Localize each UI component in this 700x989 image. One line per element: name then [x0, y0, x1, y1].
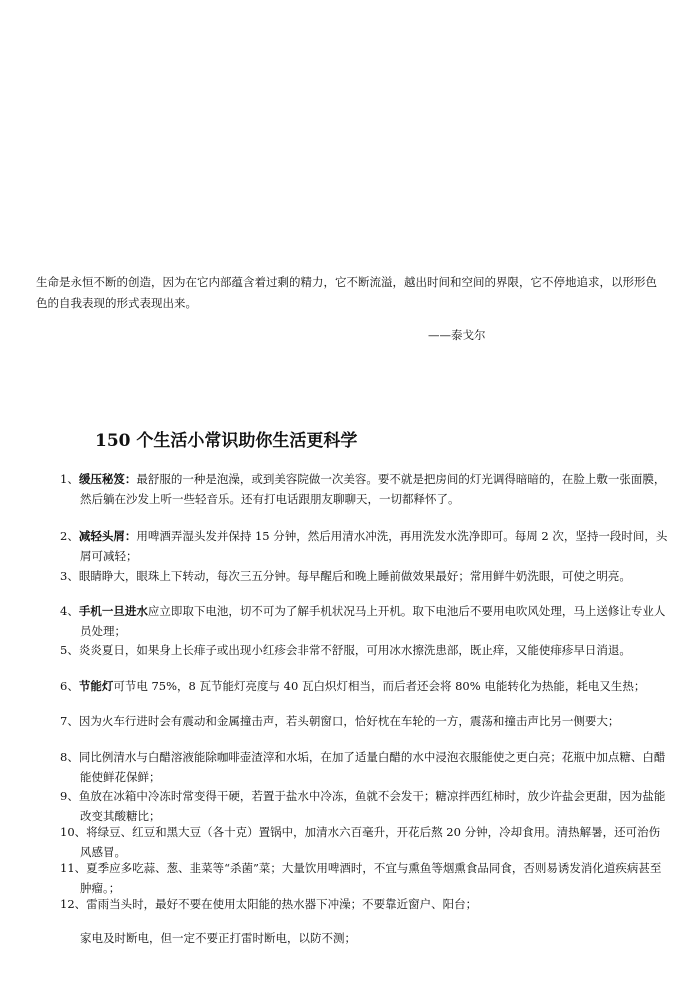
item-text: 夏季应多吃蒜、葱、韭菜等“杀菌”菜；大量饮用啤酒时，不宜与熏鱼等烟熏食品同食，否则易诱发消化道疾病甚至肿瘤。；: [80, 861, 662, 895]
article-title: 150 个生活小常识助你生活更科学: [95, 431, 358, 451]
list-item-10: [60, 822, 670, 862]
item-number: 8、: [60, 750, 79, 764]
list-item-4: [60, 601, 670, 641]
item-number: 2、: [60, 529, 79, 543]
item-keyword: 节能灯: [78, 679, 114, 693]
list-item-5: [60, 640, 670, 660]
list-item-11: [60, 858, 670, 898]
item-number: 5、: [60, 643, 79, 657]
item-number: 12、: [60, 897, 87, 911]
list-item-3: [60, 566, 670, 586]
item-number: 10、: [60, 825, 87, 839]
list-item-7: [60, 711, 670, 731]
item-text: 用啤酒弄湿头发并保持 15 分钟，然后用清水冲洗，再用洗发水洗净即可。每周 2 次，坚持一段时间，头屑可减轻；: [80, 529, 668, 563]
item-number: 1、: [60, 472, 79, 486]
item-text: 可节电 75%，8 瓦节能灯亮度与 40 瓦白炽灯相当，而后者还会将 80% 电能转化为热能，耗电又生热；: [113, 679, 646, 693]
item-text: 将绿豆、红豆和黑大豆（各十克）置锅中，加清水六百毫升，开花后熬 20 分钟，冷却食用。清热解暑，还可治伤风感冒。: [80, 825, 661, 859]
item-number: 4、: [60, 604, 79, 618]
item-keyword: 缓压秘笈：: [78, 472, 137, 486]
item-keyword: 减轻头屑：: [78, 529, 137, 543]
list-item-12: [60, 894, 670, 914]
item-text: 因为火车行进时会有震动和金属撞击声，若头朝窗口，恰好枕在车轮的一方，震荡和撞击声比另一侧要大；: [78, 714, 620, 728]
list-item-1: [60, 469, 670, 509]
item-number: 11、: [60, 861, 87, 875]
item-text: 同比例清水与白醋溶液能除咖啡壶渣滓和水垢，在加了适量白醋的水中浸泡衣服能使之更白亮；花瓶中加点糖、白醋能使鲜花保鲜；: [78, 750, 666, 784]
item-number: 7、: [60, 714, 79, 728]
item-text: 应立即取下电池，切不可为了解手机状况马上开机。取下电池后不要用电吹风处理，马上送修让专业人员处理；: [80, 604, 666, 638]
quote-attribution: ——泰戈尔: [428, 328, 486, 342]
item-number: 6、: [60, 679, 79, 693]
list-item-2: [60, 526, 670, 566]
list-item-9: [60, 786, 670, 826]
item-keyword: 手机一旦进水: [78, 604, 148, 618]
item-text: 眼睛睁大，眼珠上下转动，每次三五分钟。每早醒后和晚上睡前做效果最好；常用鲜牛奶洗眼，可使之明亮。: [78, 569, 631, 583]
closing-line: 家电及时断电，但一定不要正打雷时断电，以防不测；: [80, 931, 356, 945]
item-number: 9、: [60, 789, 79, 803]
quote-text: 生命是永恒不断的创造，因为在它内部蕴含着过剩的精力，它不断流溢，越出时间和空间的界限，它不停地追求，以形形色色的自我表现的形式表现出来。: [36, 275, 657, 310]
list-item-8: [60, 747, 670, 787]
item-text: 雷雨当头时，最好不要在使用太阳能的热水器下冲澡；不要靠近窗户、阳台；: [86, 897, 478, 911]
list-item-6: [60, 676, 670, 696]
item-number: 3、: [60, 569, 79, 583]
item-text: 鱼放在冰箱中冷冻时常变得干硬，若置于盐水中冷冻，鱼就不会发干；糖凉拌西红柿时，放少许盐会更甜，因为盐能改变其酸糖比；: [78, 789, 666, 823]
item-text: 炎炎夏日，如果身上长痱子或出现小红疹会非常不舒服，可用冰水擦洗患部，既止痒，又能使痱疹早日消退。: [78, 643, 631, 657]
item-text: 最舒服的一种是泡澡，或到美容院做一次美容。要不就是把房间的灯光调得暗暗的，在脸上敷一张面膜，然后躺在沙发上听一些轻音乐。还有打电话跟朋友聊聊天，一切都释怀了。: [80, 472, 666, 506]
